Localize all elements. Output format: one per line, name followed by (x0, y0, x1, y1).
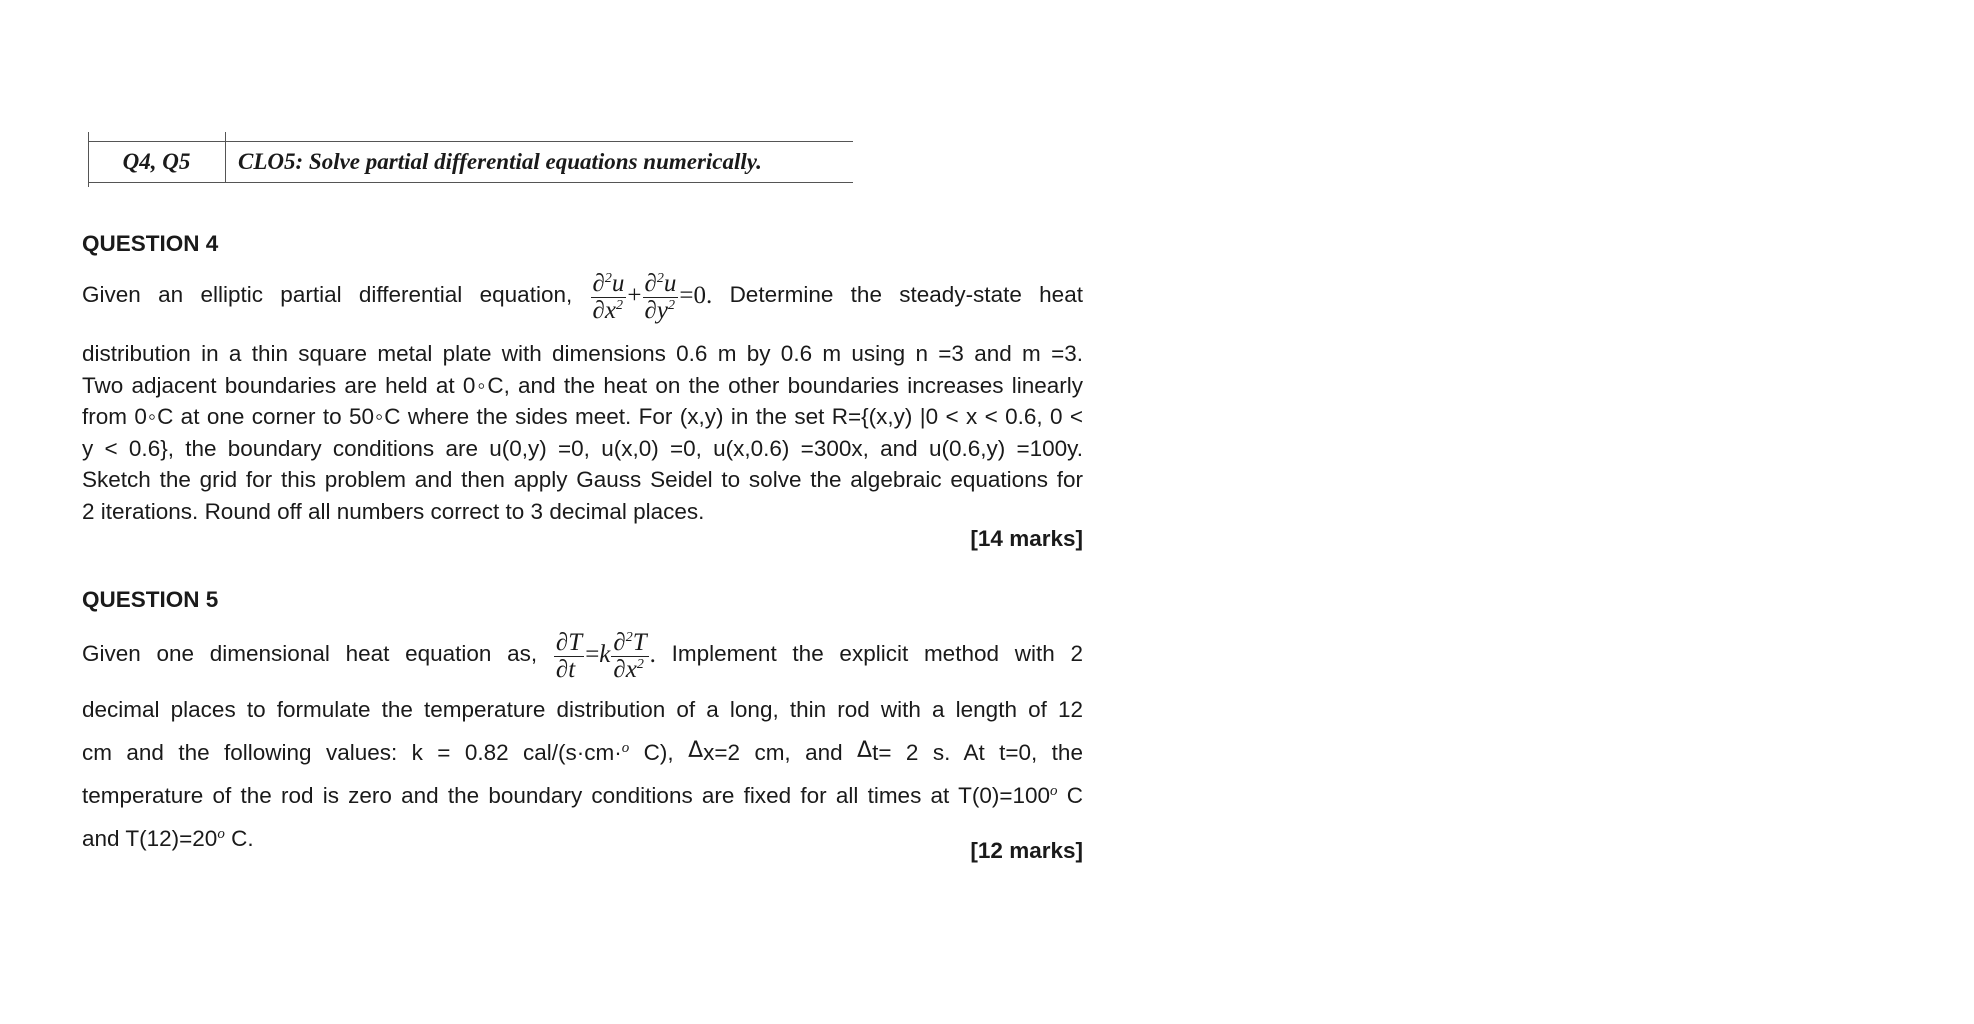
d2u-dx2-fraction: $\frac{\partial^2u}{\partial x^2}$ (592, 269, 625, 324)
question-4-heading: QUESTION 4 (82, 231, 219, 256)
question-5-heading: QUESTION 5 (82, 587, 219, 612)
question-4-intro: Given an elliptic partial differential equation, (82, 282, 573, 307)
question-4-after-equation: Determine the steady-state heat (729, 282, 1083, 307)
question-4-line: y < 0.6}, the boundary conditions are u(0,y) =0, u(x,0) =0, u(x,0.6) =300x, and u(0.6,y) =100y. (82, 435, 1083, 461)
laplace-equation: $\frac{\partial^2u}{\partial x^2}$ + $\frac{\partial^2u}{\partial y^2}$ =0. (592, 269, 713, 324)
question-5-marks: [12 marks] (970, 838, 1083, 863)
dT-dt-fraction: $\frac{\partial T}{\partial t}$ (555, 628, 583, 683)
question-4-line: 2 iterations. Round off all numbers correct to 3 decimal places. (82, 498, 705, 524)
d2T-dx2-fraction: $\frac{\partial^2T}{\partial x^2}$ (613, 628, 647, 683)
question-5-line-values: cm and the following values: k = 0.82 cal/(s·cm·$^o$ C), Δx=2 cm, and Δt= 2 s. At t=0, the (82, 738, 1083, 765)
question-4-body (82, 338, 1083, 527)
question-4-line: Two adjacent boundaries are held at 0◦C, and the heat on the other boundaries increases linearly (82, 372, 1083, 398)
question-5-intro: Given one dimensional heat equation as, (82, 641, 538, 666)
table-column-divider (225, 132, 226, 183)
question-4-line: distribution in a thin square metal plate with dimensions 0.6 m by 0.6 m using n =3 and m =3. (82, 341, 1083, 366)
clo-question-numbers: Q4, Q5 (122, 149, 191, 174)
question-5-line: decimal places to formulate the temperature distribution of a long, thin rod with a length of 12 (82, 697, 1083, 722)
question-4-equation-line (82, 262, 1083, 328)
question-4-marks: [14 marks] (970, 526, 1083, 551)
question-4-line: from 0◦C at one corner to 50◦C where the sides meet. For (x,y) in the set R={(x,y) |0 < x < 0.6, 0 < (82, 404, 1083, 429)
question-5-equation-line (82, 620, 1083, 688)
d2u-dy2-fraction: $\frac{\partial^2u}{\partial y^2}$ (644, 269, 677, 324)
question-5-line-boundary: temperature of the rod is zero and the boundary conditions are fixed for all times at $T(0)=100^o$ C (82, 783, 1083, 808)
clo-outcome: CLO5: Solve partial differential equations numerically. (238, 149, 762, 174)
clo-table (88, 132, 853, 183)
heat-equation: $\frac{\partial T}{\partial t}$ =k $\frac{\partial^2T}{\partial x^2}$ . (555, 628, 656, 683)
question-4-line: Sketch the grid for this problem and then apply Gauss Seidel to solve the algebraic equations for (82, 467, 1083, 492)
question-5-after-equation: Implement the explicit method with 2 (671, 641, 1083, 666)
delta-t-symbol: Δ (857, 738, 873, 763)
delta-x-symbol: Δ (688, 738, 704, 763)
question-5-line-end: and $T(12)=20^o$ C. (82, 826, 254, 851)
table-border-bottom (88, 182, 853, 183)
question-5-body (82, 690, 1083, 858)
